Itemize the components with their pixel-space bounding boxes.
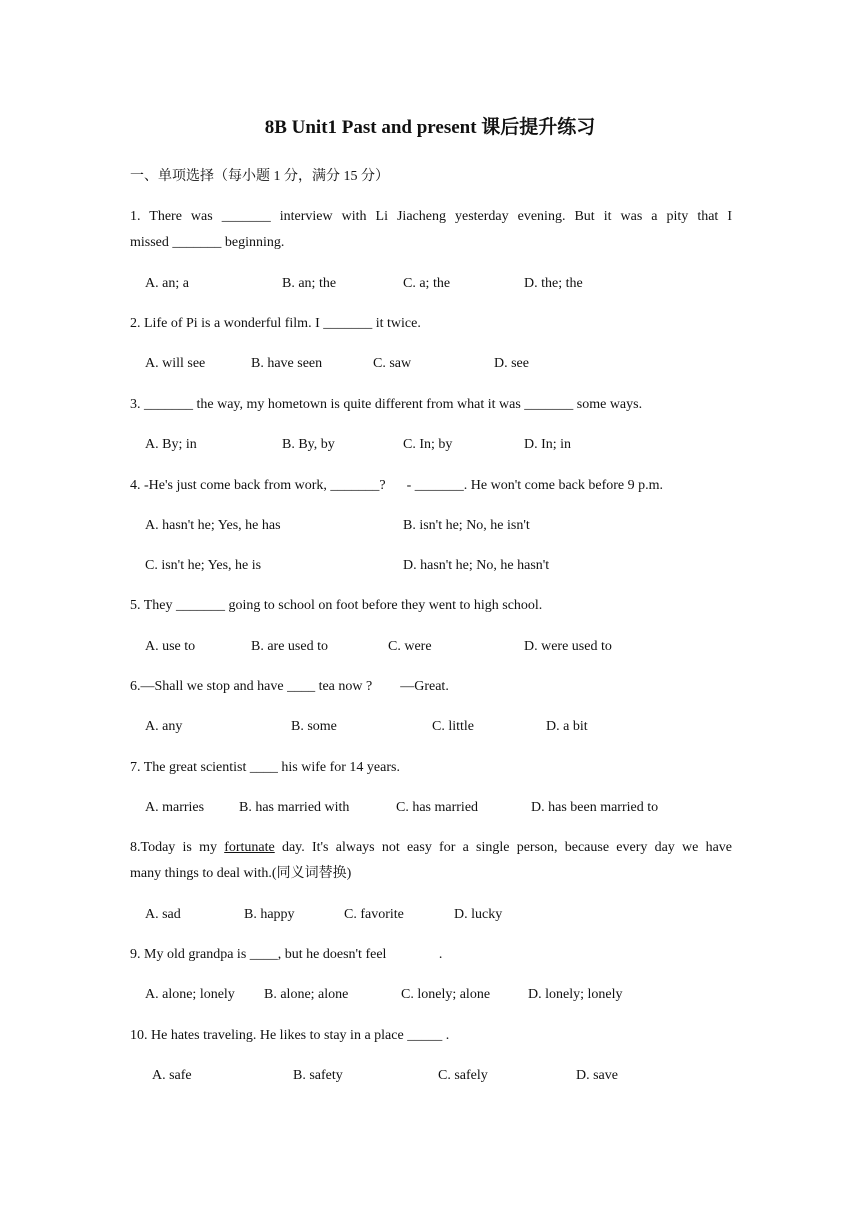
q8-text-before: 8.Today is my (130, 840, 225, 855)
q7-option-b: B. has married with (239, 800, 350, 815)
question-5-stem: 5. They _______ going to school on foot before they went to high school. (130, 598, 543, 613)
q8-underlined-word: fortunate (224, 840, 275, 855)
q9-option-d: D. lonely; lonely (528, 987, 623, 1002)
q3-option-b: B. By, by (282, 437, 335, 452)
q10-option-c: C. safely (438, 1068, 488, 1083)
q8-option-d: D. lucky (454, 907, 503, 922)
question-6-stem: 6.—Shall we stop and have ____ tea now ? —Great. (130, 679, 449, 694)
q4-option-b: B. isn't he; No, he isn't (403, 518, 530, 533)
q1-option-c: C. a; the (403, 276, 451, 291)
question-4-stem: 4. -He's just come back from work, _______? - _______. He won't come back before 9 p.m. (130, 478, 664, 493)
q3-option-a: A. By; in (145, 437, 197, 452)
q9-option-b: B. alone; alone (264, 987, 349, 1002)
q4-option-c: C. isn't he; Yes, he is (145, 558, 262, 573)
q8-option-a: A. sad (145, 907, 181, 922)
section-heading: 一、单项选择（每小题 1 分，满分 15 分） (130, 169, 389, 184)
question-9-stem: 9. My old grandpa is ____, but he doesn't feel . (130, 947, 443, 962)
question-8-line-2: many things to deal with.(同义词替换) (130, 866, 352, 881)
q8-option-c: C. favorite (344, 907, 404, 922)
question-3-stem: 3. _______ the way, my hometown is quite different from what it was _______ some ways. (130, 397, 643, 412)
q9-option-a: A. alone; lonely (145, 987, 235, 1002)
question-10-stem: 10. He hates traveling. He likes to stay in a place _____ . (130, 1028, 450, 1043)
q10-option-a: A. safe (152, 1068, 192, 1083)
q3-option-d: D. In; in (524, 437, 572, 452)
q2-option-b: B. have seen (251, 356, 323, 371)
page-title: 8B Unit1 Past and present 课后提升练习 (264, 117, 596, 138)
q1-option-d: D. the; the (524, 276, 583, 291)
question-2-stem: 2. Life of Pi is a wonderful film. I _______ it twice. (130, 316, 421, 331)
q2-option-c: C. saw (373, 356, 412, 371)
question-1-line-1: 1. There was _______ interview with Li Jiacheng yesterday evening. But it was a pity that I (130, 209, 732, 224)
q2-option-a: A. will see (145, 356, 206, 371)
q1-option-b: B. an; the (282, 276, 337, 291)
q8-text-after: day. It's always not easy for a single person, because every day we have (274, 840, 733, 855)
q2-option-d: D. see (494, 356, 529, 371)
q7-option-d: D. has been married to (531, 800, 659, 815)
q4-option-d: D. hasn't he; No, he hasn't (403, 558, 550, 573)
q6-option-b: B. some (291, 719, 337, 734)
q6-option-c: C. little (432, 719, 474, 734)
question-8-line-1 (130, 838, 732, 858)
q5-option-c: C. were (388, 639, 432, 654)
question-7-stem: 7. The great scientist ____ his wife for 14 years. (130, 760, 400, 775)
q7-option-a: A. marries (145, 800, 205, 815)
q6-option-a: A. any (145, 719, 183, 734)
question-1-line-2: missed _______ beginning. (130, 235, 285, 250)
q8-option-b: B. happy (244, 907, 295, 922)
q3-option-c: C. In; by (403, 437, 453, 452)
q5-option-d: D. were used to (524, 639, 612, 654)
q4-option-a: A. hasn't he; Yes, he has (145, 518, 281, 533)
q7-option-c: C. has married (396, 800, 479, 815)
q1-option-a: A. an; a (145, 276, 189, 291)
q5-option-b: B. are used to (251, 639, 328, 654)
q10-option-b: B. safety (293, 1068, 343, 1083)
q5-option-a: A. use to (145, 639, 196, 654)
q10-option-d: D. save (576, 1068, 618, 1083)
q6-option-d: D. a bit (546, 719, 588, 734)
q9-option-c: C. lonely; alone (401, 987, 491, 1002)
